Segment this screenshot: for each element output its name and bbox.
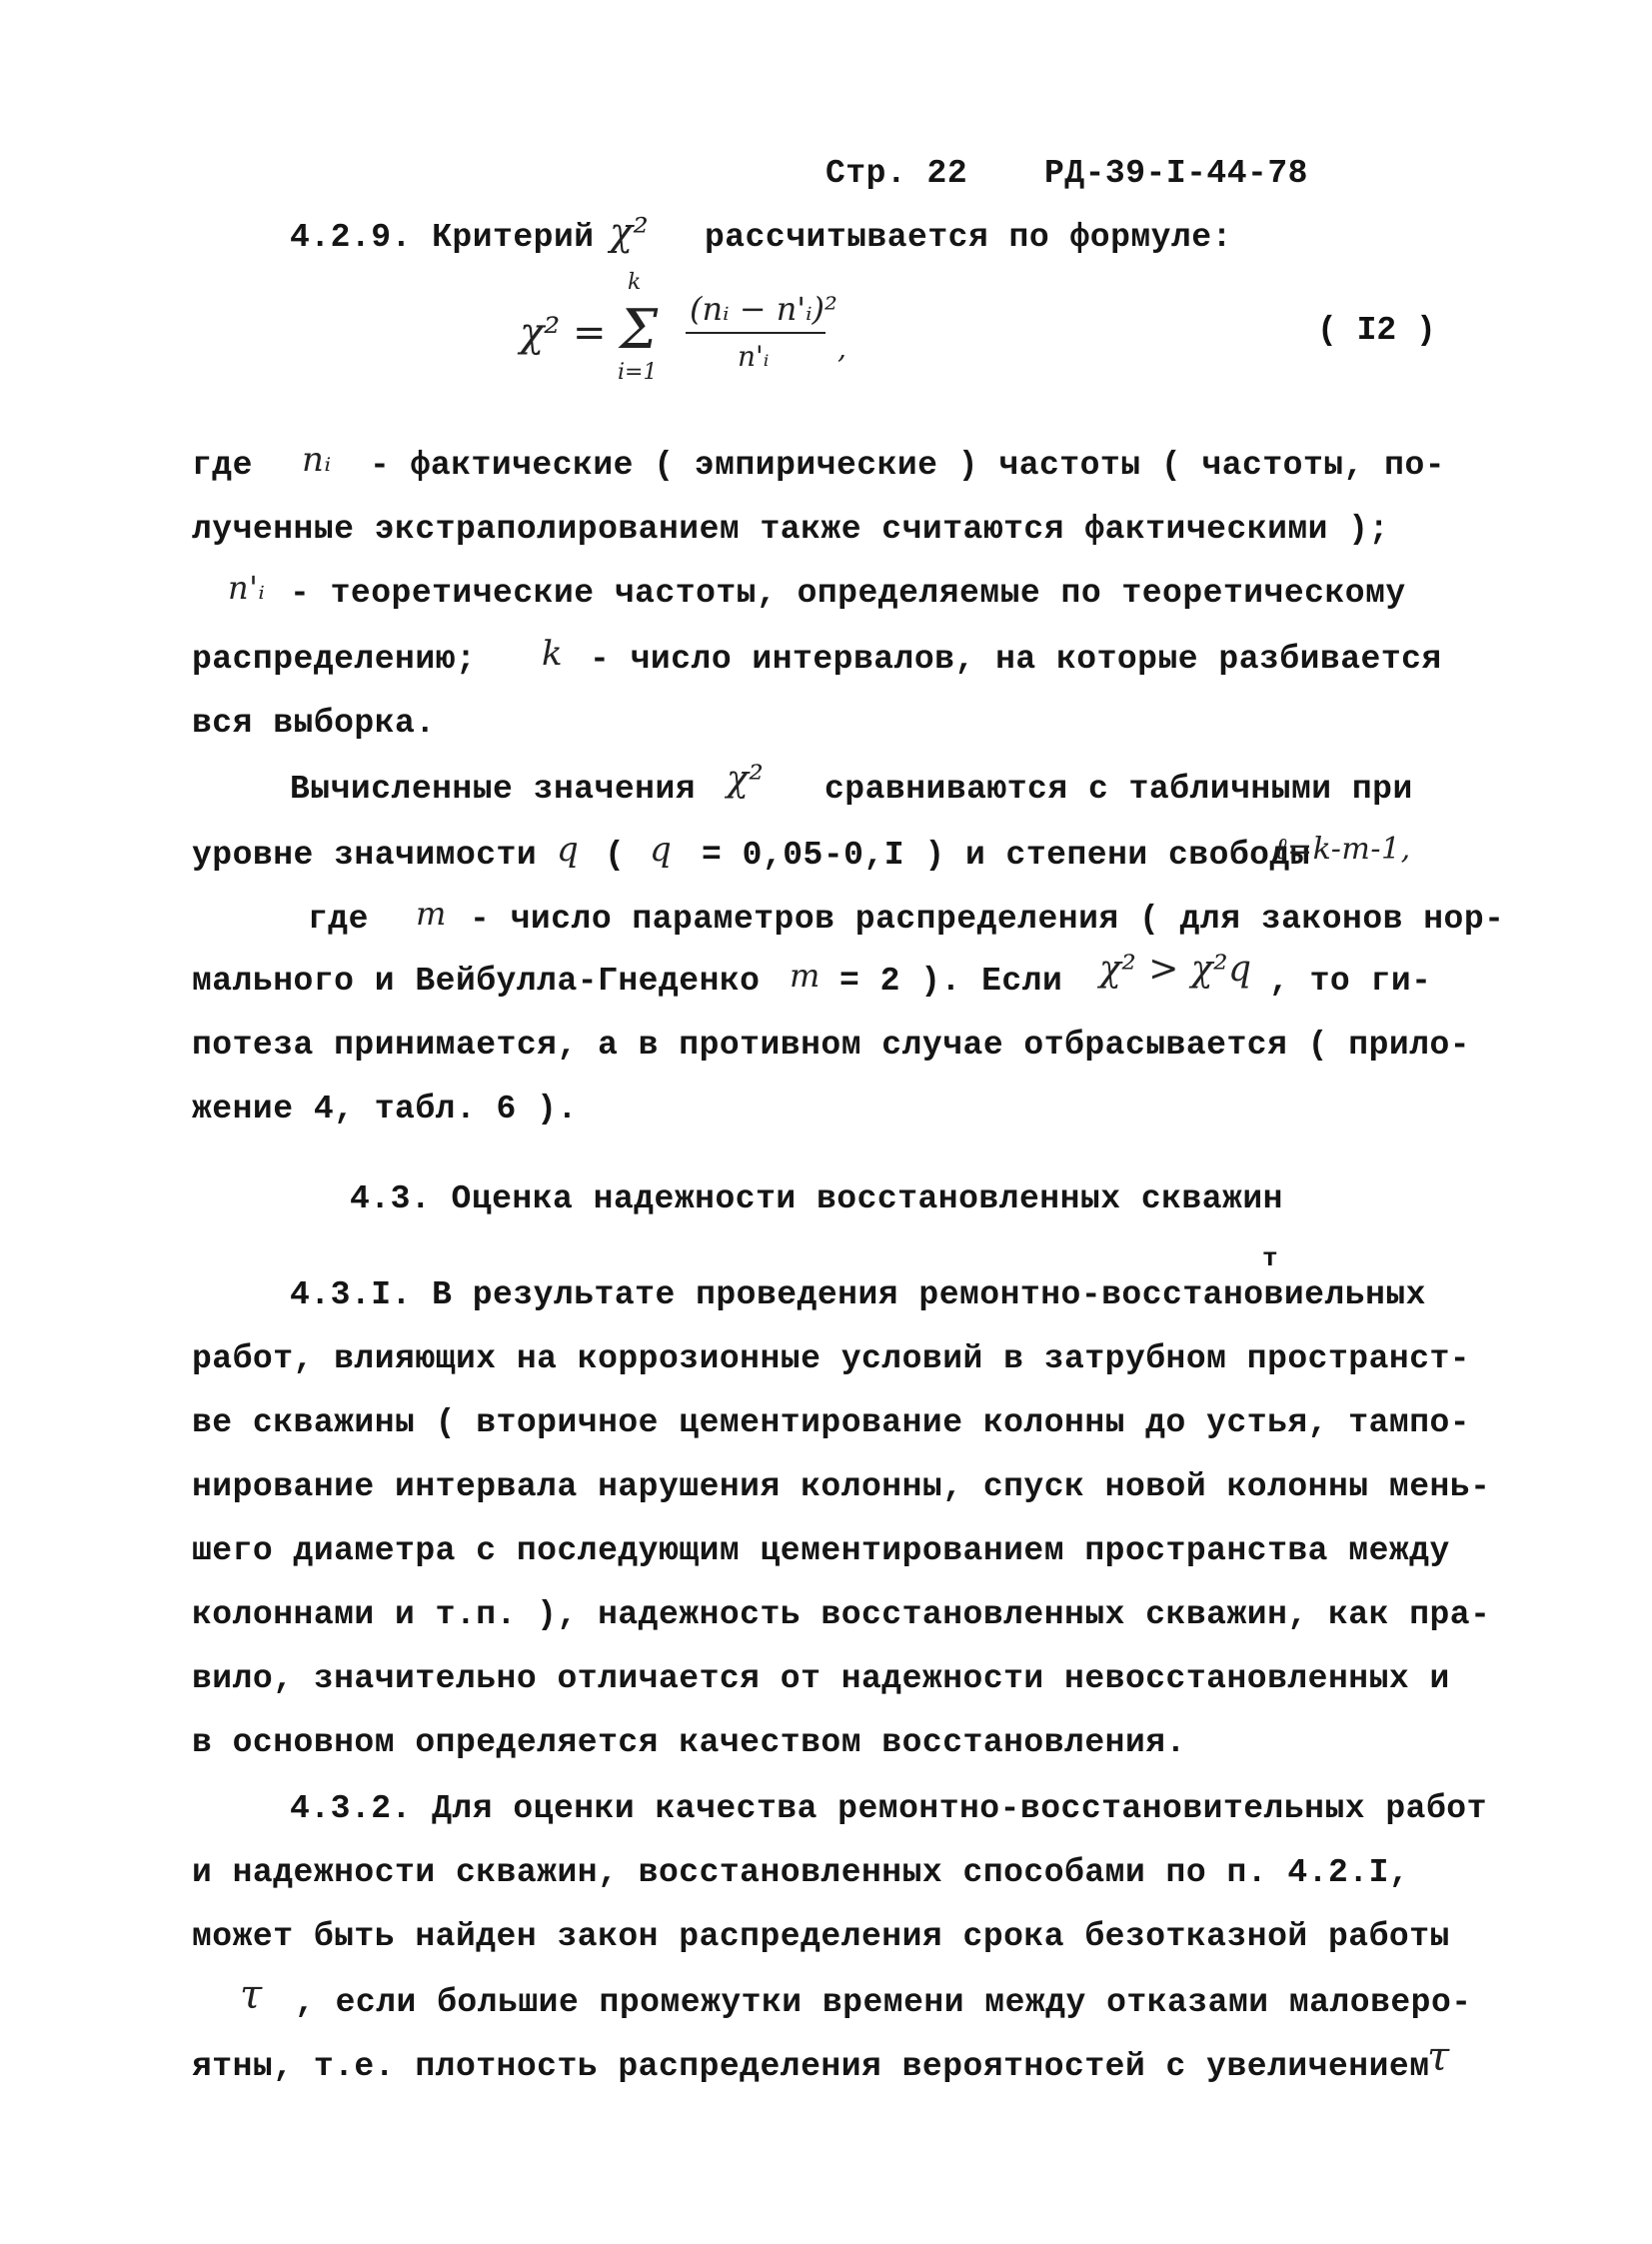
ni-symbol: nᵢ [302,440,332,480]
compare-line-4c: , то ги- [1269,963,1432,1000]
where-line-3: - теоретические частоты, определяемые по теоретическому [290,575,1406,612]
degrees-of-freedom-formula: ℓ=k-m-1, [1274,832,1411,867]
clause-4-2-9-text: рассчитывается по формуле: [705,219,1232,256]
compare-line-4a: мального и Вейбулла-Гнеденко [192,963,761,1000]
where-line-4a: распределению; [192,641,477,678]
where-line-5: вся выборка. [192,705,436,742]
handwritten-insert-mark: т [1262,1243,1278,1273]
p431-line-7: вило, значительно отличается от надежности невосстановленных и [192,1660,1450,1697]
tau-symbol-2: τ [1427,2034,1450,2080]
p432-line-2: и надежности скважин, восстановленных способами по п. 4.2.I, [192,1854,1410,1891]
where-line-4b: - число интервалов, на которые разбивается [590,641,1442,678]
clause-4-2-9-number: 4.2.9. Критерий [290,219,595,256]
p431-line-2: работ, влияющих на коррозионные условий в затрубном пространст- [192,1340,1471,1377]
chi-square-formula [520,270,879,400]
p431-line-6: колоннами и т.п. ), надежность восстановленных скважин, как пра- [192,1596,1491,1633]
section-4-3-heading: 4.3. Оценка надежности восстановленных скважин [350,1180,1283,1217]
ni-prime-symbol: n'ᵢ [228,569,266,607]
sum-lower-limit: i=1 [618,360,658,385]
p431-line-4: нирование интервала нарушения колонны, спуск новой колонны мень- [192,1468,1491,1505]
formula-comma: , [837,332,846,365]
p431-line-1: 4.3.I. В результате проведения ремонтно-восстановиельных [290,1276,1426,1313]
fraction-bar [686,332,826,334]
m-symbol-2: m [790,957,821,995]
m-symbol-1: m [416,895,447,933]
compare-line-1a: Вычисленные значения [290,771,697,808]
compare-line-2b: ( [605,837,626,874]
compare-line-3a: где [308,901,369,938]
compare-line-5: потеза принимается, а в противном случае отбрасывается ( прило- [192,1027,1471,1064]
compare-line-2a: уровне значимости [192,837,538,874]
sum-upper-limit: k [628,270,642,295]
formula-numerator: (nᵢ − n'ᵢ)² [690,290,837,328]
document-code: РД-39-I-44-78 [1044,155,1308,192]
compare-line-1b: сравниваются с табличными при [825,771,1413,808]
where-line-1: - фактические ( эмпирические ) частоты ( частоты, по- [370,447,1446,484]
compare-line-6: жение 4, табл. 6 ). [192,1091,578,1127]
p432-line-3: может быть найден закон распределения срока безотказной работы [192,1918,1450,1955]
compare-line-2c: = 0,05-0,I ) и степени свободы [702,837,1311,874]
sum-sign: Σ [620,298,659,361]
formula-lhs: χ² = [520,310,607,356]
compare-line-4b: = 2 ). Если [839,963,1063,1000]
equation-number: ( I2 ) [1317,312,1436,349]
chi-square-symbol-2: χ² [727,759,765,800]
q-symbol-1: q [557,830,580,870]
page-number: Стр. 22 [826,155,968,192]
where-label: где [192,447,253,484]
p432-line-4: , если большие промежутки времени между отказами маловеро- [295,1984,1472,2021]
where-line-2: лученные экстраполированием также считаются фактическими ); [192,511,1389,548]
formula-denominator: n'ᵢ [738,340,770,373]
tau-symbol-1: τ [240,1972,263,2018]
chi-square-inequality: χ² > χ²q [1099,949,1252,990]
p432-line-5: ятны, т.е. плотность распределения вероятностей с увеличением [192,2048,1430,2085]
q-symbol-2: q [650,830,673,870]
p432-line-1: 4.3.2. Для оценки качества ремонтно-восстановительных работ [290,1790,1487,1827]
chi-square-symbol: χ² [610,210,650,254]
compare-line-3b: - число параметров распределения ( для законов нор- [470,901,1505,938]
p431-line-8: в основном определяется качеством восстановления. [192,1724,1186,1761]
p431-line-5: шего диаметра с последующим цементированием пространства между [192,1532,1450,1569]
k-symbol: k [542,634,564,674]
p431-line-3: ве скважины ( вторичное цементирование колонны до устья, тампо- [192,1404,1471,1441]
